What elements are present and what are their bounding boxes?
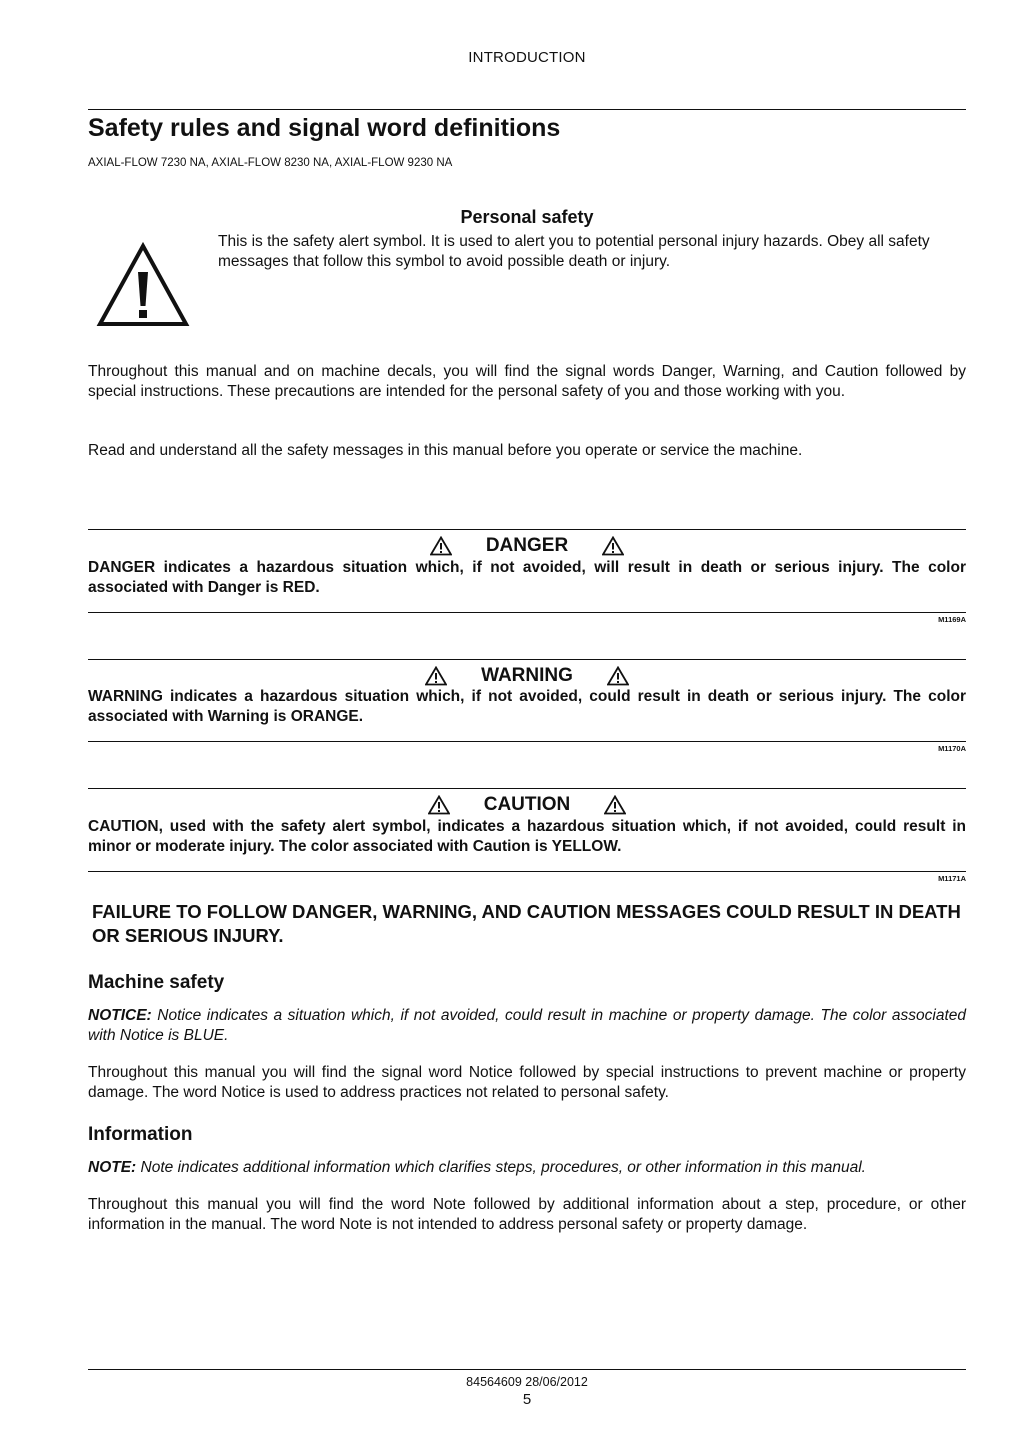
danger-top-rule [88, 529, 966, 530]
machine-safety-heading: Machine safety [88, 972, 225, 993]
danger-text: DANGER indicates a hazardous situation which, if not avoided, will result in death or serious injury. The color associated with Danger is RED. [88, 559, 966, 596]
danger-bottom-rule [88, 612, 966, 613]
warning-triangle-icon [607, 666, 629, 686]
notice-label: NOTICE: [88, 1007, 152, 1024]
danger-code: M1169A [938, 615, 966, 624]
personal-safety-heading: Personal safety [460, 207, 594, 227]
header-divider [88, 109, 966, 110]
failure-warning: FAILURE TO FOLLOW DANGER, WARNING, AND CAUTION MESSAGES COULD RESULT IN DEATH OR SERIOUS INJURY. [92, 901, 961, 946]
footer-divider [88, 1369, 966, 1370]
warning-heading [88, 662, 966, 690]
model-list: AXIAL-FLOW 7230 NA, AXIAL-FLOW 8230 NA, AXIAL-FLOW 9230 NA [88, 157, 453, 169]
warning-triangle-icon [604, 795, 626, 815]
note-followup-paragraph: Throughout this manual you will find the word Note followed by additional information about a step, procedure, or other information in the manual. The word Note is not intended to address personal safety or property damage. [88, 1196, 966, 1233]
warning-triangle-icon [602, 536, 624, 556]
section-label: INTRODUCTION [468, 49, 586, 66]
notice-text: Notice indicates a situation which, if not avoided, could result in machine or property damage. The color associated with Notice is BLUE. [88, 1007, 966, 1044]
caution-top-rule [88, 788, 966, 789]
warning-code: M1170A [938, 744, 966, 753]
information-heading: Information [88, 1124, 193, 1145]
safety-alert-icon [96, 240, 190, 328]
warning-text: WARNING indicates a hazardous situation which, if not avoided, could result in death or serious injury. The color associated with Warning is ORANGE. [88, 688, 966, 725]
caution-label: CAUTION [483, 794, 571, 815]
note-label: NOTE: [88, 1159, 137, 1176]
warning-triangle-icon [430, 536, 452, 556]
warning-triangle-icon [428, 795, 450, 815]
warning-top-rule [88, 659, 966, 660]
page-title: Safety rules and signal word definitions [88, 114, 561, 142]
caution-text: CAUTION, used with the safety alert symbol, indicates a hazardous situation which, if not avoided, could result in minor or moderate injury. The color associated with Caution is YELLOW. [88, 818, 966, 855]
read-understand-paragraph: Read and understand all the safety messages in this manual before you operate or service the machine. [88, 442, 803, 459]
warning-label: WARNING [481, 665, 573, 686]
caution-bottom-rule [88, 871, 966, 872]
page-number: 5 [522, 1391, 532, 1408]
notice-followup-paragraph: Throughout this manual you will find the signal word Notice followed by special instructions to prevent machine or property damage. The word Notice is used to address practices not related to personal safety. [88, 1064, 966, 1101]
personal-safety-text: This is the safety alert symbol. It is used to alert you to potential personal injury hazards. Obey all safety messages that follow this symbol to avoid possible death or injury. [218, 233, 930, 270]
caution-heading [88, 791, 966, 819]
signal-words-paragraph: Throughout this manual and on machine decals, you will find the signal words Danger, Warning, and Caution followed by special instructions. These precautions are intended for the personal safety of you and those working with you. [88, 363, 966, 400]
warning-triangle-icon [425, 666, 447, 686]
warning-bottom-rule [88, 741, 966, 742]
caution-code: M1171A [938, 874, 966, 883]
document-code: 84564609 28/06/2012 [466, 1375, 588, 1389]
note-paragraph [88, 1158, 966, 1178]
note-text: Note indicates additional information which clarifies steps, procedures, or other information in this manual. [140, 1159, 866, 1176]
danger-label: DANGER [485, 535, 569, 556]
danger-heading [88, 532, 966, 560]
notice-paragraph [88, 1006, 966, 1046]
